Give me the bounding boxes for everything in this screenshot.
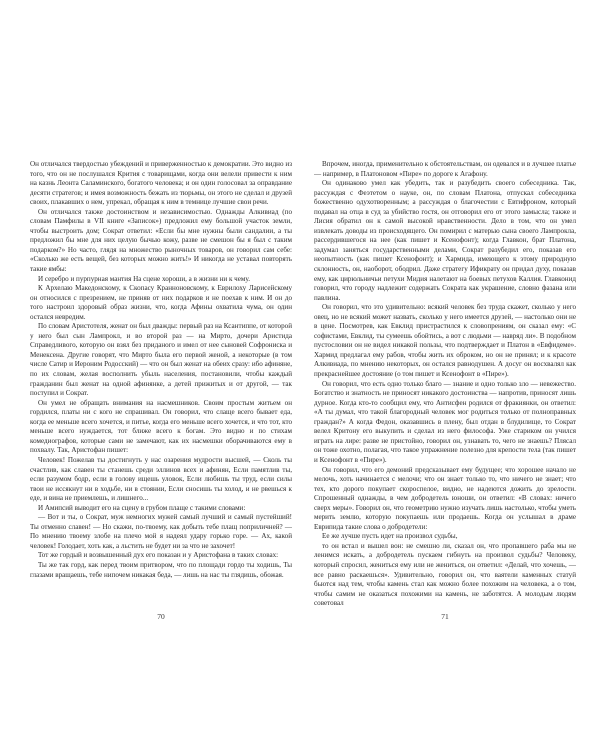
right-paragraph: Он говорил, что его демоний предсказывает ему будущее; что хорошее начало не мелочь, хоть начинается с мелочи; что он знает только то, что ничего не знает; что тех, кто дорого покупает скороспелое, видно, не надеются дожить до зрелости. Спрошенный однажды, в чем добродетель юноши, он ответил: «В словах: ничего сверх меры». Говорил он, что геометрию нужно изучать лишь настолько, чтобы уметь мерить землю, которую покупаешь или продаешь. Когда он услышал в драме Еврипида такие слова о добродетели: — [314, 465, 576, 531]
right-page-text — [314, 160, 576, 610]
left-paragraph: По словам Аристотеля, женат он был дважды: первый раз на Ксантиппе, от которой у него был сын Лампрокл, и во второй раз — на Мирто, дочери Аристида Справедливого, которую он взял без приданого и имел от нее сыновей Софрониска и Менексена. Другие говорят, что Мирто была его первой женой, а некоторые (в том числе Сатир и Иероним Родосский) — что он был женат на обеих сразу: ибо афиняне, по их словам, желая восполнить убыль населения, постановили, чтобы каждый гражданин был женат на одной афинянке, а детей прижитых и от другой, — так поступил и Сократ. — [30, 322, 292, 398]
left-paragraph: Он отличался также достоинством и независимостью. Однажды Алкивиад (по словам Памфилы в VII книге «Записок») предложил ему большой участок земли, чтобы выстроить дом; Сократ ответил: «Если бы мне нужны были сандалии, а ты предложил бы мне для них целую бычью кожу, разве не смешон бы я был с таким подарком?» Но часто, глядя на множество рыночных товаров, он говорил сам себе: «Сколько же есть вещей, без которых можно жить!» И никогда не уставал повторять такие ямбы: — [30, 207, 292, 274]
right-paragraph: Впрочем, иногда, применительно к обстоятельствам, он одевался и в лучшее платье — например, в Платоновом «Пире» по дороге к Агафону. — [314, 160, 576, 178]
right-page-number: 71 — [441, 612, 449, 621]
right-paragraph: Он говорил, что есть одно только благо — знание и одно только зло — невежество. Богатство и знатность не приносят никакого достоинства — напротив, приносят лишь дурное. Когда кто-то сообщил ему, что Антисфен родился от фракиянки, он ответил: «А ты думал, что такой благородный человек мог родиться только от полноправных граждан?» А когда Федон, оказавшись в плену, был отдан в блудилище, то Сократ велел Критону его выкупить и сделал из него философа. Уже стариком он учился играть на лире: разве не пристойно, говорил он, узнавать то, чего не знаешь? Плясал он тоже охотно, полагая, что такое упражнение полезно для крепости тела (так пишет и Ксенофонт в «Пире»). — [314, 379, 576, 464]
left-paragraph: Он умел не обращать внимания на насмешников. Своим простым житьем он гордился, платы ни с кого не спрашивал. Он говорил, что слаще всего бывает еда, когда ее меньше всего хочется, и питье, когда его меньше всего хочется, и что тот, кто меньше всего нуждается, тот ближе всего к богам. Это видно и по стихам комедиографов, которые сами не замечают, как их насмешки оборачиваются ему в похвалу. Так, Аристофан пишет: — [30, 398, 292, 455]
left-paragraph: Тот же гордый и возвышенный дух его показан и у Аристофана в таких словах: — [38, 551, 279, 560]
left-paragraph: Он отличался твердостью убеждений и приверженностью к демократии. Это видно из того, что он не послушался Крития с товарищами, когда они велели привести к ним на казнь Леонта Саламинского, богатого человека; и он один голосовал за оправдание десяти стратегов; и имея возможность бежать из тюрьмы, он этого не сделал и друзей своих, плакавших о нем, упрекал, обращая к ним в темнице лучшие свои речи. — [30, 160, 292, 207]
left-paragraph: И Амипсий выводит его на сцену в грубом плаще с такими словами: — [38, 503, 246, 512]
left-paragraph: К Архелаю Македонскому, к Скопасу Кранноновскому, к Еврилоху Ларисейскому он относился с презрением, не приняв от них подарков и не поехав к ним. И он до того настроил здоровый образ жизни, что, когда Афины охватила чума, он один остался невредим. — [30, 284, 292, 321]
left-verse: Человек! Пожелав ты достигнуть у нас озарения мудрости высшей, — Сколь ты счастлив, как славен ты станешь среди эллинов всех и афинян, Если памятлив ты, если разумом бодр, если в голову ищешь уловок, Если любишь ты труд, если силы твои не иссякнут ни в ходьбе, ни в стоянии, Если сносишь ты холод, и не рвешься к еде, и вина не приемлешь, и лишнего... — [30, 455, 292, 503]
right-paragraph: то он встал и вышел вон: не смешно ли, сказал он, что пропавшего раба мы не ленимся искать, а добродетель пускаем гибнуть на произвол судьбы? Человеку, который спросил, жениться ему или не жениться, он ответил: «Делай, что хочешь, — все равно раскаешься». Удивительно, говорил он, что ваятели каменных статуй бьются над тем, чтобы камень стал как можно более похожим на человека, а о том, чтобы самим не оказаться похожими на камень, не заботятся. А молодым людям советовал — [314, 541, 576, 608]
left-page-number: 70 — [157, 612, 165, 621]
right-paragraph: Он одинаково умел как убедить, так и разубедить своего собеседника. Так, рассуждая с Феэтетом о науке, он, по словам Платона, отпускал собеседника божественно одухотворенным; а рассуждая о благочестии с Евтифроном, который подавал на отца в суд за убийство гостя, он отговорил его от этого замысла; также и Лисия обратил он к самой высокой нравственности. Дело в том, что он умел извлекать доводы из происходящего. Он помирил с матерью сына своего Лампрокла, рассердившегося на нее (как пишет и Ксенофонт); когда Главкон, брат Платона, задумал заняться государственными делами, Сократ разубедил его, показав его неопытность (как пишет Ксенофонт); и Хармида, имеющего к этому природную склонность, он, наоборот, ободрил. Даже стратегу Ификрату он придал духу, показав ему, как цирюльничьи петухи Мидия налетают на боевых петухов Каллия. Главконид говорил, что городу надлежит содержать Сократа как украшение, словно фазана или павлина. — [314, 179, 576, 302]
right-verse: Ее же лучше пусть идет на произвол судьбы, — [322, 532, 458, 541]
left-verse: Ты же так горд, как перед твоим притвором, что по площади гордо ты ходишь, Ты глазами вращаешь, тебе нипочем никакая беда, — лишь на нас ты глядишь, обожая. — [30, 560, 292, 579]
left-verse: — Вот и ты, о Сократ, муж немногих мужей самый лучший и самый пустейший! Ты отменно славен! — Но скажи, по-твоему, как добыть тебе плащ поприличней? — По мнению твоему злобе на плечо мой я надеял удару горько горе. — Ах, какой человек! Голодает, хоть как, а льстить не будет ни за что не захочет! — [30, 513, 292, 550]
right-paragraph: Он говорил, что это удивительно: всякий человек без труда скажет, сколько у него овец, но не всякий может назвать, сколько у него имеется друзей, — настолько они не в цене. Посмотрев, как Евклид пристрастился к словопрениям, он сказал ему: «С софистами, Евклид, ты сумеешь обойтись, а вот с людьми — навряд ли». В подобном пустословии он не видел никакой пользы, что подтверждает и Платон в «Евфидеме». Хармид предлагал ему рабов, чтобы жить их оброком, но он не принял; и к красоте Алкивиада, по мнению некоторых, он остался равнодушен. А досуг он восхвалял как прекраснейшее достояние (о том пишет и Ксенофонт в «Пире»). — [314, 303, 576, 379]
left-page-text — [30, 160, 292, 610]
left-verse: И серебро и пурпурная мантия На сцене хороши, а в жизни ни к чему. — [38, 274, 250, 283]
